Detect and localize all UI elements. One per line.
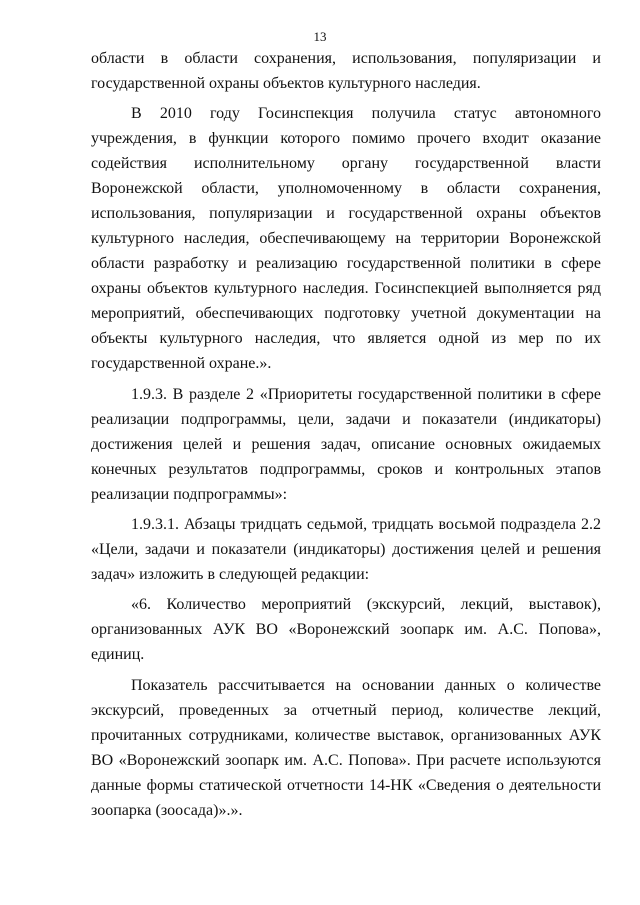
page-number: 13 — [313, 29, 327, 44]
paragraph-section-1-9-3-1: 1.9.3.1. Абзацы тридцать седьмой, тридцать восьмой подраздела 2.2 «Цели, задачи и показатели (индикаторы) достижения целей и решения задач» изложить в следующей редакции: — [91, 516, 601, 583]
paragraph-indicator-6: «6. Количество мероприятий (экскурсий, лекций, выставок), организованных АУК ВО «Воронежский зоопарк им. А.С. Попова», единиц. — [91, 596, 601, 663]
document-body — [91, 46, 601, 823]
paragraph-indicator-calculation: Показатель рассчитывается на основании данных о количестве экскурсий, проведенных за отчетный период, количестве лекций, прочитанных сотрудниками, количестве выставок, организованных АУК ВО «Воронежский зоопарк им. А.С. Попова». При расчете используются данные формы статической отчетности 14-НК «Сведения о деятельности зоопарка (зоосада)».». — [91, 677, 601, 819]
paragraph-section-1-9-3: 1.9.3. В разделе 2 «Приоритеты государственной политики в сфере реализации подпрограммы, цели, задачи и показатели (индикаторы) достижения целей и решения задач, описание основных ожидаемых конечных результатов подпрограммы, сроков и контрольных этапов реализации подпрограммы»: — [91, 386, 601, 503]
paragraph-inspection-status: В 2010 году Госинспекция получила статус автономного учреждения, в функции которого помимо прочего входит оказание содействия исполнительному органу государственной власти Воронежской области, уполномоченному в области сохранения, использования, популяризации и государственной охраны объектов культурного наследия, обеспечивающему на территории Воронежской области разработку и реализацию государственной политики в сфере охраны объектов культурного наследия. Госинспекцией выполняется ряд мероприятий, обеспечивающих подготовку учетной документации на объекты культурного наследия, что является одной из мер по их государственной охране.». — [91, 105, 601, 372]
paragraph-continuation: области в области сохранения, использования, популяризации и государственной охраны объектов культурного наследия. — [91, 50, 601, 92]
